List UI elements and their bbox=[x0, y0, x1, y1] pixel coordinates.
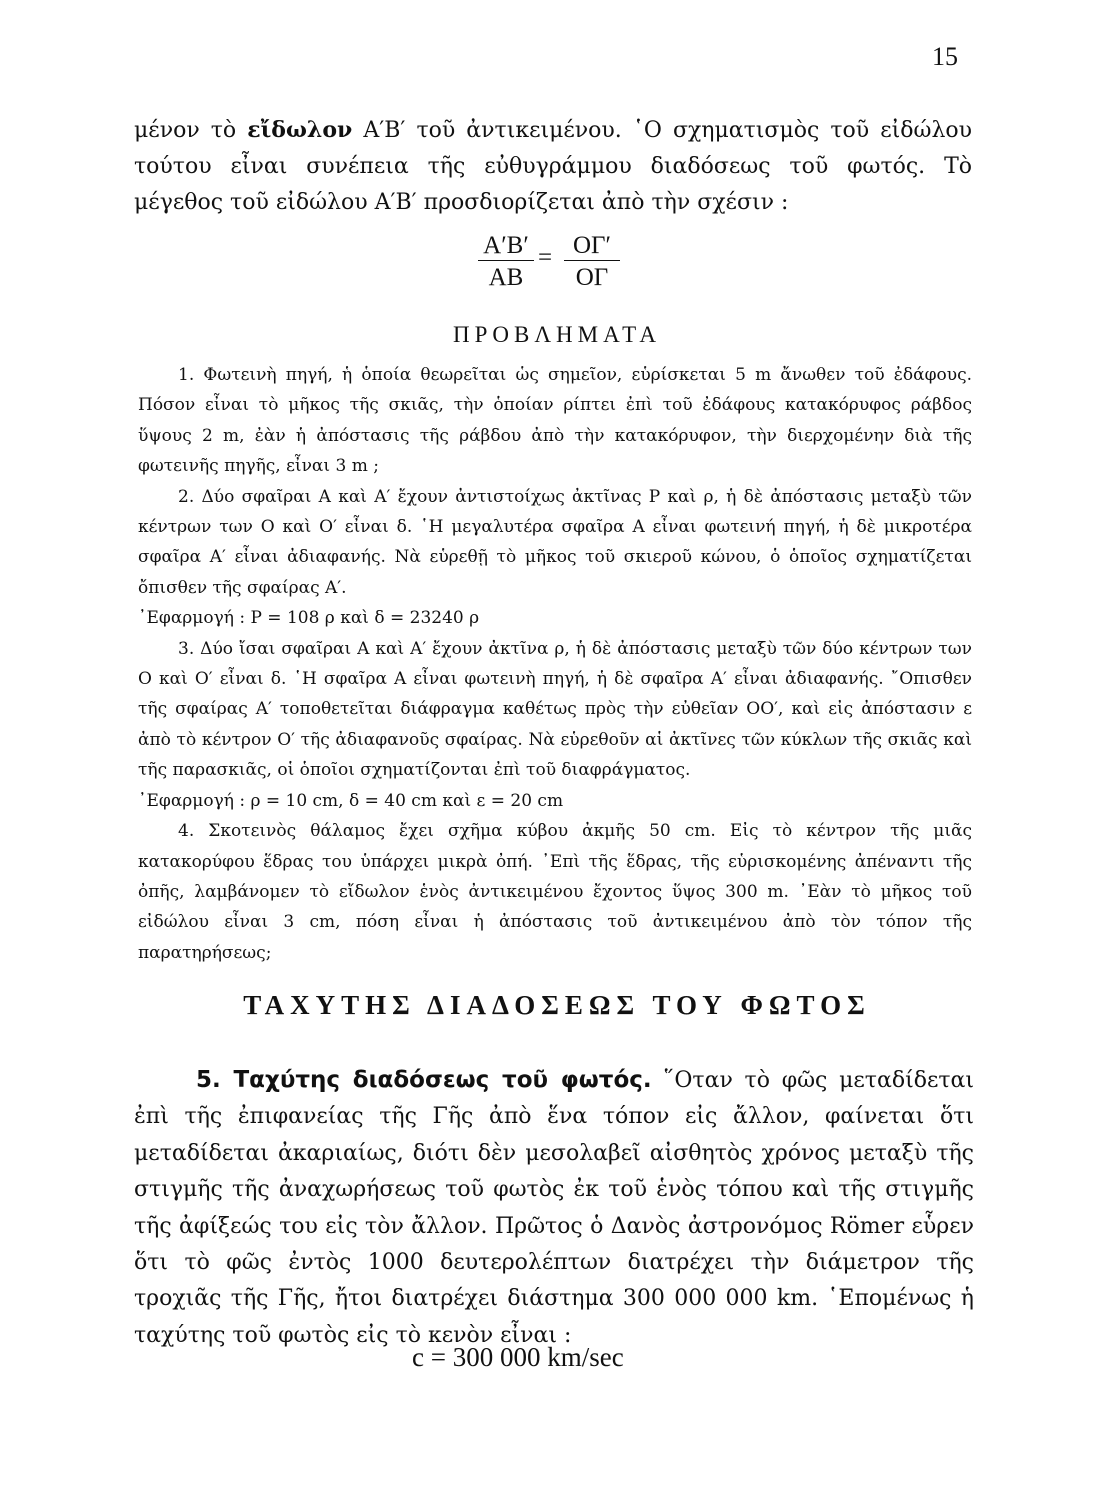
problem-3-application: ᾿Εφαρμογή : ρ = 10 cm, δ = 40 cm καὶ ε = 20 cm bbox=[138, 790, 564, 811]
image-size-equation bbox=[478, 232, 638, 294]
intro-text-rest: Α′Β′ τοῦ ἀντικειμένου. ῾Ο σχηματισμὸς τοῦ εἰδώλου τούτου εἶναι συνέπεια τῆς εὐθυγράμμου διαδόσεως τοῦ φωτός. Τὸ μέγεθος τοῦ εἰδώλου Α′Β′ προσδιορίζεται ἀπὸ τὴν σχέσιν : bbox=[134, 118, 973, 215]
section-5-body: ῞Οταν τὸ φῶς μεταδίδεται ἐπὶ τῆς ἐπιφανείας τῆς Γῆς ἀπὸ ἕνα τόπον εἰς ἄλλον, φαίνεται ὅτι μεταδίδεται ἀκαριαίως, διότι δὲν μεσολαβεῖ αἰσθητὸς χρόνος μεταξὺ τῆς στιγμῆς τῆς ἀναχωρήσεως τοῦ φωτὸς ἐκ τοῦ ἑνὸς τόπου καὶ τῆς στιγμῆς τῆς ἀφίξεώς του εἰς τὸν ἄλλον. Πρῶτος ὁ Δανὸς ἀστρονόμος Römer εὗρεν ὅτι τὸ φῶς ἐντὸς 1000 δευτερολέπτων διατρέχει τὴν διάμετρον τῆς τροχιᾶς τῆς Γῆς, ἤτοι διατρέχει διάστημα 300 000 000 km. ῾Επομένως ἡ ταχύτης τοῦ φωτὸς εἰς τὸ κενὸν εἶναι : bbox=[134, 1068, 974, 1348]
problems-list bbox=[138, 360, 972, 968]
equals-sign: = bbox=[538, 244, 553, 271]
problem-2: 2. Δύο σφαῖραι Α καὶ Α′ ἔχουν ἀντιστοίχως ἀκτῖνας Ρ καὶ ρ, ἡ δὲ ἀπόστασις μεταξὺ τῶν κέντρων των Ο καὶ Ο′ εἶναι δ. ῾Η μεγαλυτέρα σφαῖρα Α εἶναι φωτεινή πηγή, ἡ δὲ μικροτέρα σφαῖρα Α′ εἶναι ἀδιαφανής. Νὰ εὑρεθῇ τὸ μῆκος τοῦ σκιεροῦ κώνου, ὁ ὁποῖος σχηματίζεται ὄπισθεν τῆς σφαίρας Α′. bbox=[138, 486, 972, 598]
problems-heading: ΠΡΟΒΛΗΜΑΤΑ bbox=[453, 322, 661, 347]
page-number: 15 bbox=[932, 42, 958, 71]
left-fraction bbox=[478, 232, 534, 291]
problem-3: 3. Δύο ἴσαι σφαῖραι Α καὶ Α′ ἔχουν ἀκτῖνα ρ, ἡ δὲ ἀπόστασις μεταξὺ τῶν δύο κέντρων των Ο καὶ Ο′ εἶναι δ. ῾Η σφαῖρα Α εἶναι φωτεινὴ πηγή, ἡ δὲ σφαῖρα Α′ εἶναι ἀδιαφανής. ῎Οπισθεν τῆς σφαίρας Α′ τοποθετεῖται διάφραγμα καθέτως πρὸς τὴν εὐθεῖαν ΟΟ′, καὶ εἰς ἀπόστασιν ε ἀπὸ τὸ κέντρον Ο′ τῆς ἀδιαφανοῦς σφαίρας. Νὰ εὑρεθοῦν αἱ ἀκτῖνες τῶν κύκλων τῆς σκιᾶς καὶ τῆς παρασκιᾶς, οἱ ὁποῖοι σχηματίζονται ἐπὶ τοῦ διαφράγματος. bbox=[138, 638, 972, 781]
intro-text-start: μένον τὸ bbox=[134, 118, 248, 143]
problem-2-application: ᾿Εφαρμογή : Ρ = 108 ρ καὶ δ = 23240 ρ bbox=[138, 608, 480, 629]
chapter-heading: ΤΑΧΥΤΗΣ ΔΙΑΔΟΣΕΩΣ ΤΟΥ ΦΩΤΟΣ bbox=[243, 990, 871, 1020]
intro-paragraph bbox=[134, 112, 972, 221]
speed-of-light-formula: c = 300 000 km/sec bbox=[412, 1342, 624, 1372]
left-numerator: Α′Β′ bbox=[478, 232, 534, 261]
section-5 bbox=[134, 1062, 974, 1354]
left-denominator: ΑΒ bbox=[488, 264, 524, 291]
intro-bold-term: εἴδωλον bbox=[247, 117, 353, 143]
section-5-paragraph bbox=[134, 1062, 974, 1354]
section-5-title: 5. Ταχύτης διαδόσεως τοῦ φωτός. bbox=[196, 1067, 652, 1093]
right-numerator: ΟΓ′ bbox=[564, 232, 620, 261]
right-fraction bbox=[564, 232, 620, 291]
problem-4: 4. Σκοτεινὸς θάλαμος ἔχει σχῆμα κύβου ἀκμῆς 50 cm. Εἰς τὸ κέντρον τῆς μιᾶς κατακορύφου ἕδρας του ὑπάρχει μικρὰ ὀπή. ᾿Επὶ τῆς ἕδρας, τῆς εὑρισκομένης ἀπέναντι τῆς ὀπῆς, λαμβάνομεν τὸ εἴδωλον ἑνὸς ἀντικειμένου ἔχοντος ὕψος 300 m. ᾿Εὰν τὸ μῆκος τοῦ εἰδώλου εἶναι 3 cm, πόση εἶναι ἡ ἀπόστασις τοῦ ἀντικειμένου ἀπὸ τὸν τόπον τῆς παρατηρήσεως; bbox=[138, 821, 972, 963]
problem-1: 1. Φωτεινὴ πηγή, ἡ ὁποία θεωρεῖται ὡς σημεῖον, εὑρίσκεται 5 m ἄνωθεν τοῦ ἐδάφους. Πόσον εἶναι τὸ μῆκος τῆς σκιᾶς, τὴν ὁποίαν ρίπτει ἐπὶ τοῦ ἐδάφους κατακόρυφος ράβδος ὕψους 2 m, ἐὰν ἡ ἀπόστασις τῆς ράβδου ἀπὸ τὴν κατακόρυφον, τὴν διερχομένην διὰ τῆς φωτεινῆς πηγῆς, εἶναι 3 m ; bbox=[138, 365, 972, 477]
right-denominator: ΟΓ bbox=[575, 264, 609, 291]
